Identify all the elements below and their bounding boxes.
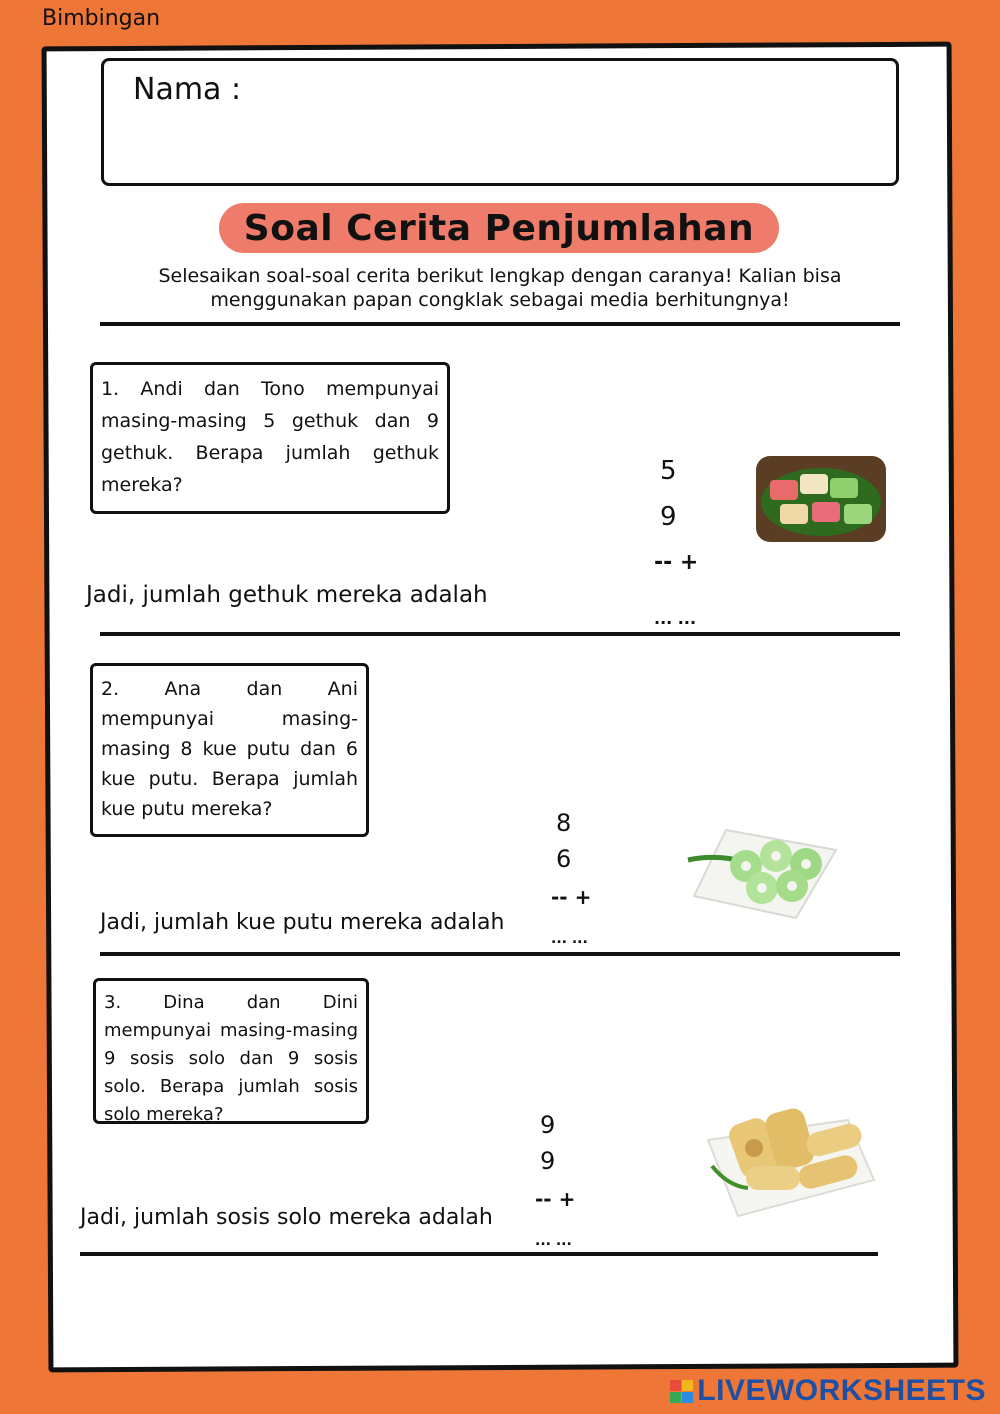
q2-addend-1: 8 xyxy=(556,809,572,837)
divider xyxy=(100,322,900,326)
answer-1-label: Jadi, jumlah gethuk mereka adalah xyxy=(86,582,488,608)
q3-addend-2: 9 xyxy=(540,1147,556,1175)
liveworksheets-brand xyxy=(670,1374,986,1408)
answer-2-label: Jadi, jumlah kue putu mereka adalah xyxy=(100,910,505,935)
question-1-text: 1. Andi dan Tono mempunyai masing-masing 5 gethuk dan 9 gethuk. Berapa jumlah gethuk mereka? xyxy=(101,378,439,496)
q1-plus-line: -- + xyxy=(654,550,699,575)
sosis-solo-food-icon xyxy=(698,1100,876,1218)
q3-plus-line: -- + xyxy=(535,1187,576,1211)
page-title: Soal Cerita Penjumlahan xyxy=(243,207,755,249)
question-3-box xyxy=(93,978,369,1124)
instructions-text: Selesaikan soal-soal cerita berikut lengkap dengan caranya! Kalian bisa menggunakan papan congklak sebagai media berhitungnya! xyxy=(158,265,842,311)
header-label: Bimbingan xyxy=(42,6,161,31)
question-3-text: 3. Dina dan Dini mempunyai masing-masing 9 sosis solo dan 9 sosis solo. Berapa jumlah sosis solo mereka? xyxy=(104,992,358,1125)
title-banner xyxy=(219,203,779,253)
q3-result-blank[interactable]: ... ... xyxy=(535,1233,572,1249)
brand-text: LIVEWORKSHEETS xyxy=(697,1374,986,1407)
q2-result-blank[interactable]: ... ... xyxy=(551,931,588,947)
divider xyxy=(100,952,900,956)
q1-addend-2: 9 xyxy=(660,502,677,532)
divider xyxy=(80,1252,878,1256)
liveworksheets-logo-icon xyxy=(670,1380,693,1403)
kue-putu-food-icon xyxy=(686,810,838,922)
q2-plus-line: -- + xyxy=(551,885,592,909)
gethuk-food-icon xyxy=(756,456,886,542)
q3-addend-1: 9 xyxy=(540,1111,556,1139)
name-label: Nama : xyxy=(133,72,242,107)
q1-addend-1: 5 xyxy=(660,456,677,486)
q2-addend-2: 6 xyxy=(556,845,572,873)
q1-result-blank[interactable]: ... ... xyxy=(654,609,697,628)
question-1-box xyxy=(90,362,450,514)
question-2-box xyxy=(90,663,369,837)
question-2-text: 2. Ana dan Ani mempunyai masing-masing 8 kue putu dan 6 kue putu. Berapa jumlah kue putu mereka? xyxy=(101,678,358,820)
divider xyxy=(100,632,900,636)
answer-3-label: Jadi, jumlah sosis solo mereka adalah xyxy=(80,1205,493,1230)
